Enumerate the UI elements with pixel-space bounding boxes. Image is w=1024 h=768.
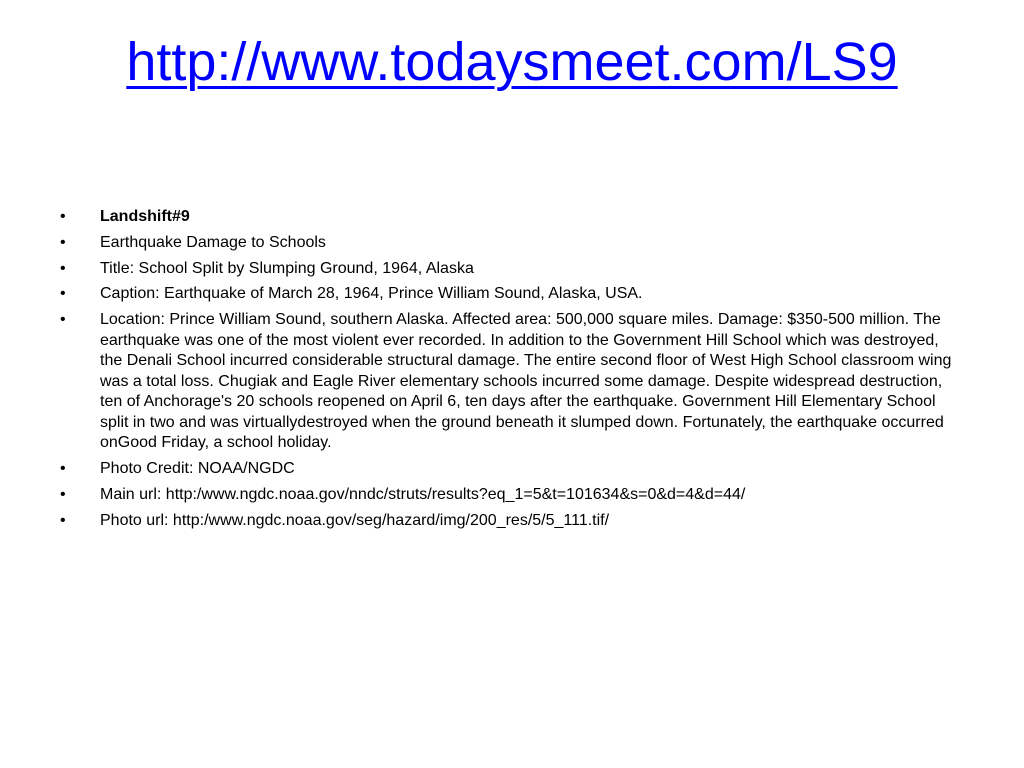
list-item <box>60 259 960 280</box>
bullet-text: Caption: Earthquake of March 28, 1964, Prince William Sound, Alaska, USA. <box>100 285 643 303</box>
list-item <box>60 485 960 506</box>
bullet-icon: • <box>60 208 66 225</box>
bullet-icon: • <box>60 259 66 277</box>
bullet-icon: • <box>60 459 66 477</box>
list-item <box>60 310 960 454</box>
bullet-text: Landshift#9 <box>100 208 190 225</box>
bullet-text: Photo Credit: NOAA/NGDC <box>100 459 295 477</box>
bullet-icon: • <box>60 233 66 251</box>
bullet-text: Main url: http:/www.ngdc.noaa.gov/nndc/struts/results?eq_1=5&t=101634&s=0&d=4&d=44/ <box>100 485 746 503</box>
slide-title <box>0 22 1024 102</box>
bullet-icon: • <box>60 311 66 329</box>
list-item <box>60 511 960 532</box>
bullet-list <box>60 207 960 536</box>
bullet-text: Earthquake Damage to Schools <box>100 233 326 251</box>
list-item <box>60 207 960 228</box>
bullet-icon: • <box>60 285 66 303</box>
list-item <box>60 233 960 254</box>
title-link[interactable]: http://www.todaysmeet.com/LS9 <box>126 32 898 92</box>
bullet-icon: • <box>60 485 66 503</box>
list-item <box>60 459 960 480</box>
bullet-text: Location: Prince William Sound, southern Alaska. Affected area: 500,000 square miles. Damage: $350-500 million. The earthquake was one of the most violent ever recorded. In addition to the Government Hill School which was destroyed, the Denali School incurred considerable structural damage. The entire second floor of West High School classroom wing was a total loss. Chugiak and Eagle River elementary schools incurred some damage. Despite widespread destruction, ten of Anchorage's 20 schools reopened on April 6, ten days after the earthquake. Government Hill Elementary School split in two and was virtuallydestroyed when the ground beneath it slumped down. Fortunately, the earthquake occurred onGood Friday, a school holiday. <box>100 311 952 452</box>
list-item <box>60 284 960 305</box>
bullet-icon: • <box>60 511 66 529</box>
bullet-text: Title: School Split by Slumping Ground, 1964, Alaska <box>100 259 474 277</box>
bullet-text: Photo url: http:/www.ngdc.noaa.gov/seg/hazard/img/200_res/5/5_111.tif/ <box>100 511 610 529</box>
